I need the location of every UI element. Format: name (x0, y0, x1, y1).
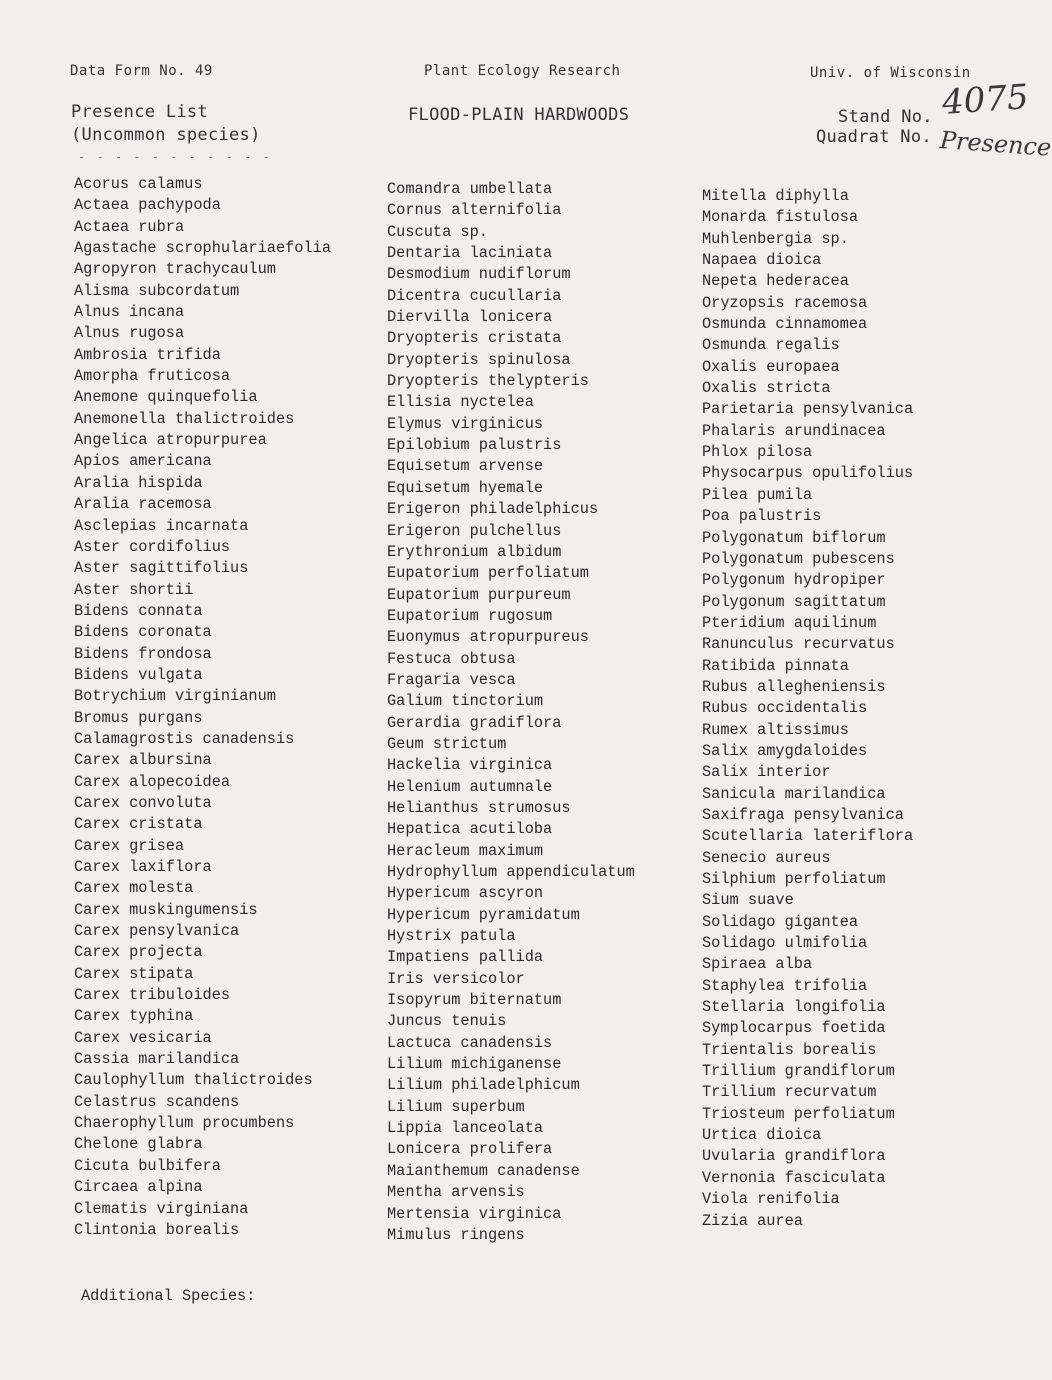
species-item: Urtica dioica (702, 1126, 822, 1145)
species-item: Polygonum hydropiper (702, 571, 886, 590)
title-underline-dashes: - - - - - - - - - - - (78, 150, 272, 164)
species-item: Geum strictum (387, 734, 507, 753)
species-item: Dicentra cucullaria (387, 286, 562, 305)
species-item: Euonymus atropurpureus (387, 628, 589, 647)
species-item: Hypericum ascyron (387, 884, 544, 903)
species-item: Alnus incana (74, 303, 185, 322)
species-item: Apios americana (74, 452, 212, 471)
species-item: Salix interior (702, 763, 831, 782)
species-item: Festuca obtusa (387, 649, 516, 668)
species-item: Acorus calamus (74, 175, 203, 193)
species-item: Helianthus strumosus (387, 798, 571, 817)
species-column-3 (702, 186, 913, 1232)
species-item: Chaerophyllum procumbens (74, 1114, 295, 1133)
species-item: Sanicula marilandica (702, 784, 886, 803)
species-item: Viola renifolia (702, 1190, 840, 1209)
species-item: Fragaria vesca (387, 670, 516, 689)
species-item: Lilium philadelphicum (387, 1076, 580, 1095)
species-item: Lonicera prolifera (387, 1140, 553, 1159)
handwritten-quadrat-note: Presence (939, 126, 1052, 162)
species-item: Spiraea alba (702, 955, 813, 974)
species-item: Lilium michiganense (387, 1055, 562, 1074)
species-item: Eupatorium perfoliatum (387, 564, 589, 583)
list-title (71, 101, 261, 147)
species-item: Carex vesicaria (74, 1028, 212, 1047)
species-item: Diervilla lonicera (387, 308, 553, 327)
species-item: Aster cordifolius (74, 537, 231, 556)
species-item: Agastache scrophulariaefolia (74, 239, 332, 258)
species-item: Pilea pumila (702, 485, 813, 504)
additional-species-label: Additional Species: (81, 1287, 256, 1305)
species-item: Galium tinctorium (387, 692, 544, 711)
species-item: Carex grisea (74, 836, 185, 855)
species-item: Carex molesta (74, 879, 194, 898)
species-item: Cornus alternifolia (387, 201, 562, 220)
species-item: Mitella diphylla (702, 187, 849, 205)
species-item: Aralia racemosa (74, 495, 212, 514)
species-item: Clematis virginiana (74, 1199, 249, 1218)
species-item: Carex cristata (74, 815, 203, 834)
quadrat-label: Quadrat No. (816, 127, 932, 147)
species-item: Carex typhina (74, 1007, 194, 1026)
species-item: Polygonatum pubescens (702, 549, 895, 568)
species-item: Equisetum hyemale (387, 478, 544, 497)
species-item: Chelone glabra (74, 1135, 203, 1154)
species-item: Hackelia virginica (387, 756, 553, 775)
species-item: Dentaria laciniata (387, 244, 553, 263)
species-item: Dryopteris thelypteris (387, 372, 589, 391)
program-name: Plant Ecology Research (424, 63, 621, 79)
species-item: Carex projecta (74, 943, 203, 962)
species-item: Bidens vulgata (74, 665, 203, 684)
species-item: Hypericum pyramidatum (387, 905, 580, 924)
species-item: Triosteum perfoliatum (702, 1104, 895, 1123)
species-item: Eupatorium rugosum (387, 606, 553, 625)
species-item: Eupatorium purpureum (387, 585, 571, 604)
species-item: Ranunculus recurvatus (702, 635, 895, 654)
species-item: Iris versicolor (387, 969, 525, 988)
species-item: Senecio aureus (702, 848, 831, 867)
species-item: Mimulus ringens (387, 1225, 525, 1244)
species-column-2 (387, 179, 635, 1246)
species-item: Desmodium nudiflorum (387, 265, 571, 284)
species-item: Agropyron trachycaulum (74, 260, 276, 279)
species-item: Clintonia borealis (74, 1220, 240, 1239)
species-item: Actaea pachypoda (74, 196, 221, 215)
species-item: Carex laxiflora (74, 858, 212, 876)
species-item: Epilobium palustris (387, 436, 562, 455)
species-item: Monarda fistulosa (702, 208, 859, 227)
species-item: Rubus occidentalis (702, 699, 868, 718)
species-item: Saxifraga pensylvanica (702, 805, 904, 824)
species-item: Scutellaria lateriflora (702, 827, 914, 846)
species-item: Bidens coronata (74, 623, 212, 642)
species-item: Phlox pilosa (702, 443, 813, 462)
species-item: Osmunda regalis (702, 336, 840, 355)
species-item: Salix amygdaloides (702, 741, 868, 760)
species-item: Pteridium aquilinum (702, 613, 877, 632)
species-item: Polygonum sagittatum (702, 592, 886, 611)
species-item: Caulophyllum thalictroides (74, 1071, 313, 1090)
species-item: Carex albursina (74, 751, 212, 770)
species-item: Mertensia virginica (387, 1204, 562, 1223)
species-item: Oryzopsis racemosa (702, 293, 868, 312)
species-item: Helenium autumnale (387, 777, 553, 796)
species-item: Asclepias incarnata (74, 516, 249, 535)
species-item: Silphium perfoliatum (702, 870, 886, 888)
species-item: Anemone quinquefolia (74, 388, 258, 407)
species-item: Cicuta bulbifera (74, 1156, 221, 1175)
species-item: Phalaris arundinacea (702, 421, 886, 440)
species-item: Juncus tenuis (387, 1012, 507, 1031)
species-item: Solidago ulmifolia (702, 934, 868, 953)
species-item: Uvularia grandiflora (702, 1147, 886, 1166)
species-item: Parietaria pensylvanica (702, 400, 914, 419)
species-item: Osmunda cinnamomea (702, 315, 868, 334)
species-item: Zizia aurea (702, 1211, 803, 1230)
species-item: Carex tribuloides (74, 986, 231, 1005)
species-item: Hepatica acutiloba (387, 820, 553, 839)
species-item: Dryopteris spinulosa (387, 350, 571, 369)
handwritten-stand-number: 4075 (940, 77, 1030, 123)
species-item: Alnus rugosa (74, 324, 185, 343)
species-item: Cuscuta sp. (387, 222, 488, 241)
species-item: Bromus purgans (74, 708, 203, 727)
species-item: Staphylea trifolia (702, 976, 868, 995)
species-item: Oxalis europaea (702, 357, 840, 376)
species-item: Equisetum arvense (387, 457, 544, 476)
species-item: Celastrus scandens (74, 1092, 240, 1111)
species-item: Trillium recurvatum (702, 1083, 877, 1102)
species-item: Muhlenbergia sp. (702, 229, 849, 248)
species-item: Sium suave (702, 891, 794, 910)
form-number: Data Form No. 49 (70, 63, 213, 79)
species-item: Isopyrum biternatum (387, 991, 562, 1010)
species-item: Napaea dioica (702, 251, 822, 270)
species-item: Nepeta hederacea (702, 272, 849, 291)
species-item: Ambrosia trifida (74, 345, 221, 364)
species-item: Carex pensylvanica (74, 922, 240, 941)
species-item: Aster sagittifolius (74, 559, 249, 578)
species-item: Ellisia nyctelea (387, 393, 534, 412)
species-column-1 (74, 174, 331, 1241)
species-item: Impatiens pallida (387, 948, 544, 967)
species-item: Lactuca canadensis (387, 1033, 553, 1052)
species-item: Bidens frondosa (74, 644, 212, 663)
species-item: Comandra umbellata (387, 180, 553, 198)
species-item: Oxalis stricta (702, 379, 831, 398)
species-item: Carex alopecoidea (74, 772, 231, 791)
species-item: Vernonia fasciculata (702, 1168, 886, 1187)
species-item: Carex convoluta (74, 793, 212, 812)
species-item: Alisma subcordatum (74, 281, 240, 300)
species-item: Heracleum maximum (387, 841, 544, 860)
species-item: Hydrophyllum appendiculatum (387, 863, 635, 881)
species-item: Erigeron philadelphicus (387, 500, 599, 519)
community-title: FLOOD-PLAIN HARDWOODS (408, 105, 630, 125)
species-item: Symplocarpus foetida (702, 1019, 886, 1038)
institution-name: Univ. of Wisconsin (810, 65, 971, 81)
species-item: Gerardia gradiflora (387, 713, 562, 732)
species-item: Circaea alpina (74, 1178, 203, 1197)
species-item: Rubus allegheniensis (702, 677, 886, 696)
species-item: Angelica atropurpurea (74, 431, 267, 450)
species-item: Carex muskingumensis (74, 900, 258, 919)
species-item: Carex stipata (74, 964, 194, 983)
species-item: Lippia lanceolata (387, 1119, 544, 1138)
species-item: Erigeron pulchellus (387, 521, 562, 540)
stand-label: Stand No. (838, 107, 933, 127)
species-item: Maianthemum canadense (387, 1161, 580, 1180)
species-item: Bidens connata (74, 601, 203, 620)
list-title-line1: Presence List (71, 102, 208, 122)
species-item: Aralia hispida (74, 473, 203, 492)
species-item: Lilium superbum (387, 1097, 525, 1116)
species-item: Cassia marilandica (74, 1050, 240, 1069)
species-item: Dryopteris cristata (387, 329, 562, 348)
species-item: Ratibida pinnata (702, 656, 849, 675)
species-item: Actaea rubra (74, 217, 185, 236)
species-item: Amorpha fruticosa (74, 367, 231, 386)
species-item: Poa palustris (702, 507, 822, 526)
species-item: Mentha arvensis (387, 1183, 525, 1202)
species-item: Erythronium albidum (387, 542, 562, 561)
species-item: Polygonatum biflorum (702, 528, 886, 547)
species-item: Stellaria longifolia (702, 998, 886, 1017)
species-item: Hystrix patula (387, 927, 516, 946)
species-item: Trillium grandiflorum (702, 1062, 895, 1081)
species-item: Trientalis borealis (702, 1040, 877, 1059)
species-item: Anemonella thalictroides (74, 409, 295, 428)
list-title-line2: (Uncommon species) (71, 125, 261, 145)
species-item: Solidago gigantea (702, 912, 859, 931)
species-item: Rumex altissimus (702, 720, 849, 739)
species-item: Aster shortii (74, 580, 194, 599)
species-item: Botrychium virginianum (74, 687, 276, 706)
species-item: Elymus virginicus (387, 414, 544, 433)
species-item: Physocarpus opulifolius (702, 464, 914, 483)
species-item: Calamagrostis canadensis (74, 729, 295, 748)
